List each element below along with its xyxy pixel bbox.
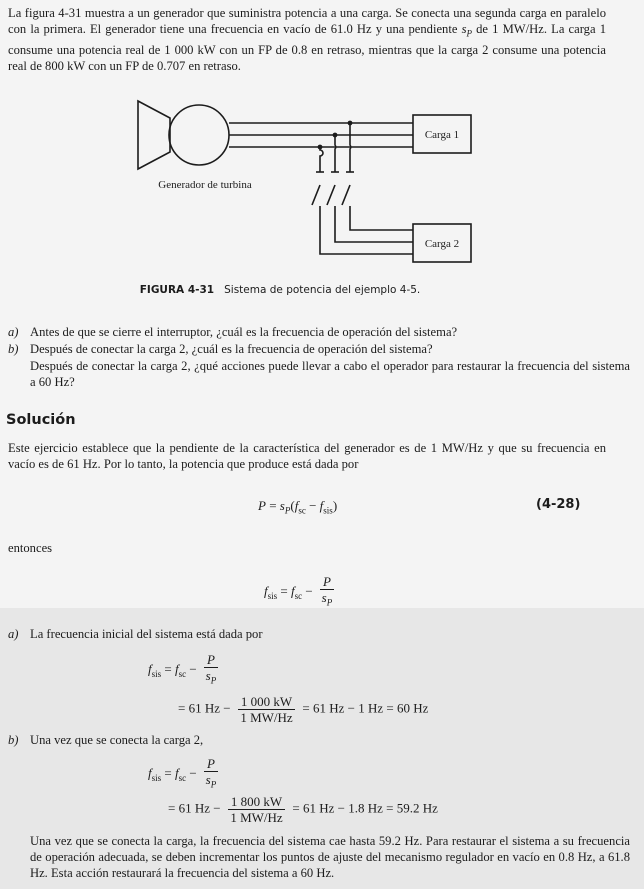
answers-section xyxy=(0,608,644,889)
answer-b xyxy=(8,732,608,748)
question-c xyxy=(8,358,630,390)
question-text: Antes de que se cierre el interruptor, ¿cuál es la frecuencia de operación del sistema? xyxy=(30,325,458,339)
figure-caption-label: FIGURA 4-31 xyxy=(139,284,215,296)
solution-intro: Este ejercicio establece que la pendiente de la característica del generador es de 1 MW/Hz y que su frecuencia en vacío es de 61 Hz. Por lo tanto, la potencia que produce está dada por xyxy=(8,441,606,471)
figure-caption xyxy=(0,284,560,296)
equation-number: (4-28) xyxy=(536,497,581,512)
equation-frequency: $f_{sis} = f_{sc}$ − $\frac{P}{s_P}$ xyxy=(264,574,333,608)
answer-text: La frecuencia inicial del sistema está dada por xyxy=(30,627,263,641)
question-text: Después de conectar la carga 2, ¿cuál es la frecuencia de operación del sistema? xyxy=(30,342,433,356)
entonces-text: entonces xyxy=(8,541,53,555)
answer-a xyxy=(8,626,608,642)
question-label: b) xyxy=(8,342,19,356)
figure-circuit-diagram xyxy=(0,0,644,280)
switch-blade-1 xyxy=(312,185,320,205)
equation-power: $P = s_P(f_{sc} - f_{sis})$ xyxy=(258,498,338,516)
question-label xyxy=(8,358,30,374)
equation-b-calc: = 61 Hz − $\frac{1 800 kW}{1 MW/Hz}$ = 61 Hz − 1.8 Hz = 59.2 Hz xyxy=(168,794,438,825)
answer-label: b) xyxy=(8,733,19,747)
turbine-icon xyxy=(138,101,170,169)
answer-label xyxy=(8,833,30,849)
generator-icon xyxy=(169,105,229,165)
answer-text: Una vez que se conecta la carga, la frecuencia del sistema cae hasta 59.2 Hz. Para restaurar el sistema a su frecuencia de operación adecuada, se deben incrementar los puntos de ajuste del mecanismo regulador en vacío en 0.8 Hz, a 61.8 Hz. Esta acción restaurará la frecuencia del sistema a 60 Hz. xyxy=(30,834,630,880)
equation-a-calc: = 61 Hz − $\frac{1 000 kW}{1 MW/Hz}$ = 61 Hz − 1 Hz = 60 Hz xyxy=(178,694,429,725)
switch-blade-2 xyxy=(327,185,335,205)
solution-heading: Solución xyxy=(6,412,76,428)
load1-label: Carga 1 xyxy=(424,129,460,141)
question-label: a) xyxy=(8,325,19,339)
answer-label: a) xyxy=(8,627,19,641)
question-text: Después de conectar la carga 2, ¿qué acciones puede llevar a cabo el operador para restaurar la frecuencia del sistema a 60 Hz? xyxy=(30,359,630,389)
load2-label: Carga 2 xyxy=(424,238,460,250)
switch-blade-3 xyxy=(342,185,350,205)
equation-a-formula: $f_{sis} = f_{sc}$ − $\frac{P}{s_P}$ xyxy=(148,652,217,686)
question-a xyxy=(8,324,608,340)
generator-label: Generador de turbina xyxy=(158,179,252,191)
equation-b-formula: $f_{sis} = f_{sc}$ − $\frac{P}{s_P}$ xyxy=(148,756,217,790)
answer-c xyxy=(8,833,630,881)
intro-paragraph: La figura 4-31 muestra a un generador que suministra potencia a una carga. Se conecta una segunda carga en paralelo con la primera. El generador tiene una frecuencia en vacío de 61.0 Hz y una pendiente $s_P$ de 1 MW/Hz. La carga 1 consume una potencia real de 1 000 kW con un FP de 0.8 en retraso, mientras que la carga 2 consume una potencia real de 800 kW con un FP de 0.707 en retraso. xyxy=(8,6,607,73)
figure-caption-text: Sistema de potencia del ejemplo 4-5. xyxy=(224,284,421,296)
question-b xyxy=(8,341,608,357)
answer-text: Una vez que se conecta la carga 2, xyxy=(30,733,204,747)
